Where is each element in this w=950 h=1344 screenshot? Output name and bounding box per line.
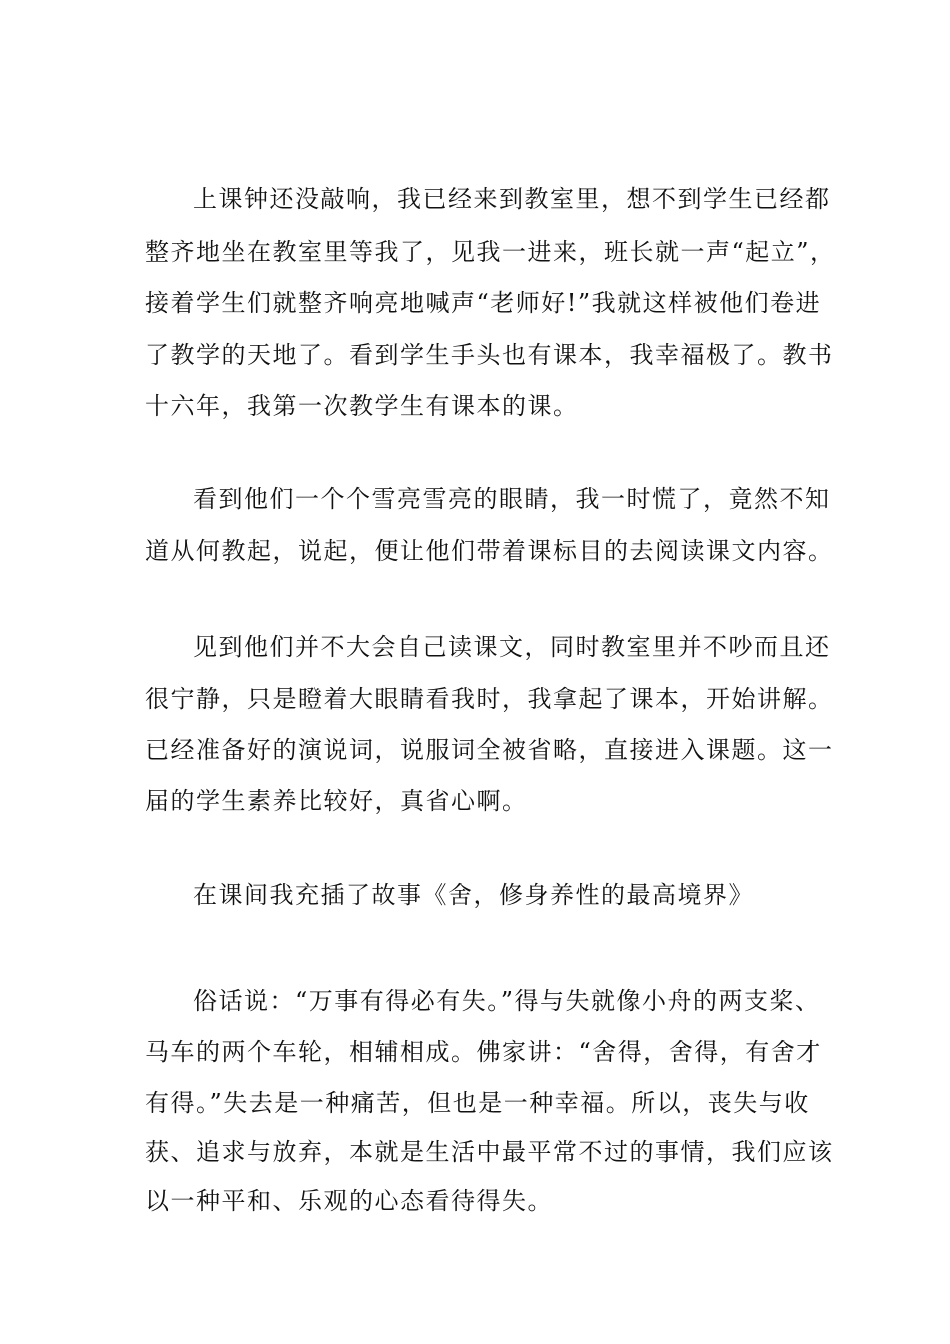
paragraph-2-line-1: 看到他们一个个雪亮雪亮的眼睛，我一时慌了，竟然不知 xyxy=(193,485,831,513)
paragraph-5-line-3: 有得。”失去是一种痛苦，但也是一种幸福。所以，丧失与收 xyxy=(145,1089,810,1117)
paragraph-5-line-4: 获、追求与放弃，本就是生活中最平常不过的事情，我们应该 xyxy=(145,1138,834,1166)
paragraph-3-line-2: 很宁静，只是瞪着大眼睛看我时，我拿起了课本，开始讲解。 xyxy=(145,685,834,713)
paragraph-5-line-2: 马车的两个车轮，相辅相成。佛家讲：“舍得，舍得，有舍才 xyxy=(145,1038,822,1066)
paragraph-5-line-1: 俗话说：“万事有得必有失。”得与失就像小舟的两支桨、 xyxy=(193,987,821,1015)
paragraph-4-line-1: 在课间我充插了故事《舍，修身养性的最高境界》 xyxy=(193,881,754,909)
paragraph-3-line-4: 届的学生素养比较好，真省心啊。 xyxy=(145,787,528,815)
paragraph-1-line-3: 接着学生们就整齐响亮地喊声“老师好!”我就这样被他们卷进 xyxy=(145,289,822,317)
paragraph-1-line-2: 整齐地坐在教室里等我了，见我一进来，班长就一声“起立”， xyxy=(145,238,836,266)
paragraph-2-line-2: 道从何教起，说起，便让他们带着课标目的去阅读课文内容。 xyxy=(145,537,834,565)
paragraph-1-line-4: 了教学的天地了。看到学生手头也有课本，我幸福极了。教书 xyxy=(145,341,834,369)
paragraph-3-line-3: 已经准备好的演说词，说服词全被省略，直接进入课题。这一 xyxy=(145,736,834,764)
paragraph-1-line-1: 上课钟还没敲响，我已经来到教室里，想不到学生已经都 xyxy=(193,185,831,213)
paragraph-1-line-5: 十六年，我第一次教学生有课本的课。 xyxy=(145,392,579,420)
paragraph-3-line-1: 见到他们并不大会自己读课文，同时教室里并不吵而且还 xyxy=(193,633,831,661)
paragraph-5-line-5: 以一种平和、乐观的心态看待得失。 xyxy=(145,1187,553,1215)
